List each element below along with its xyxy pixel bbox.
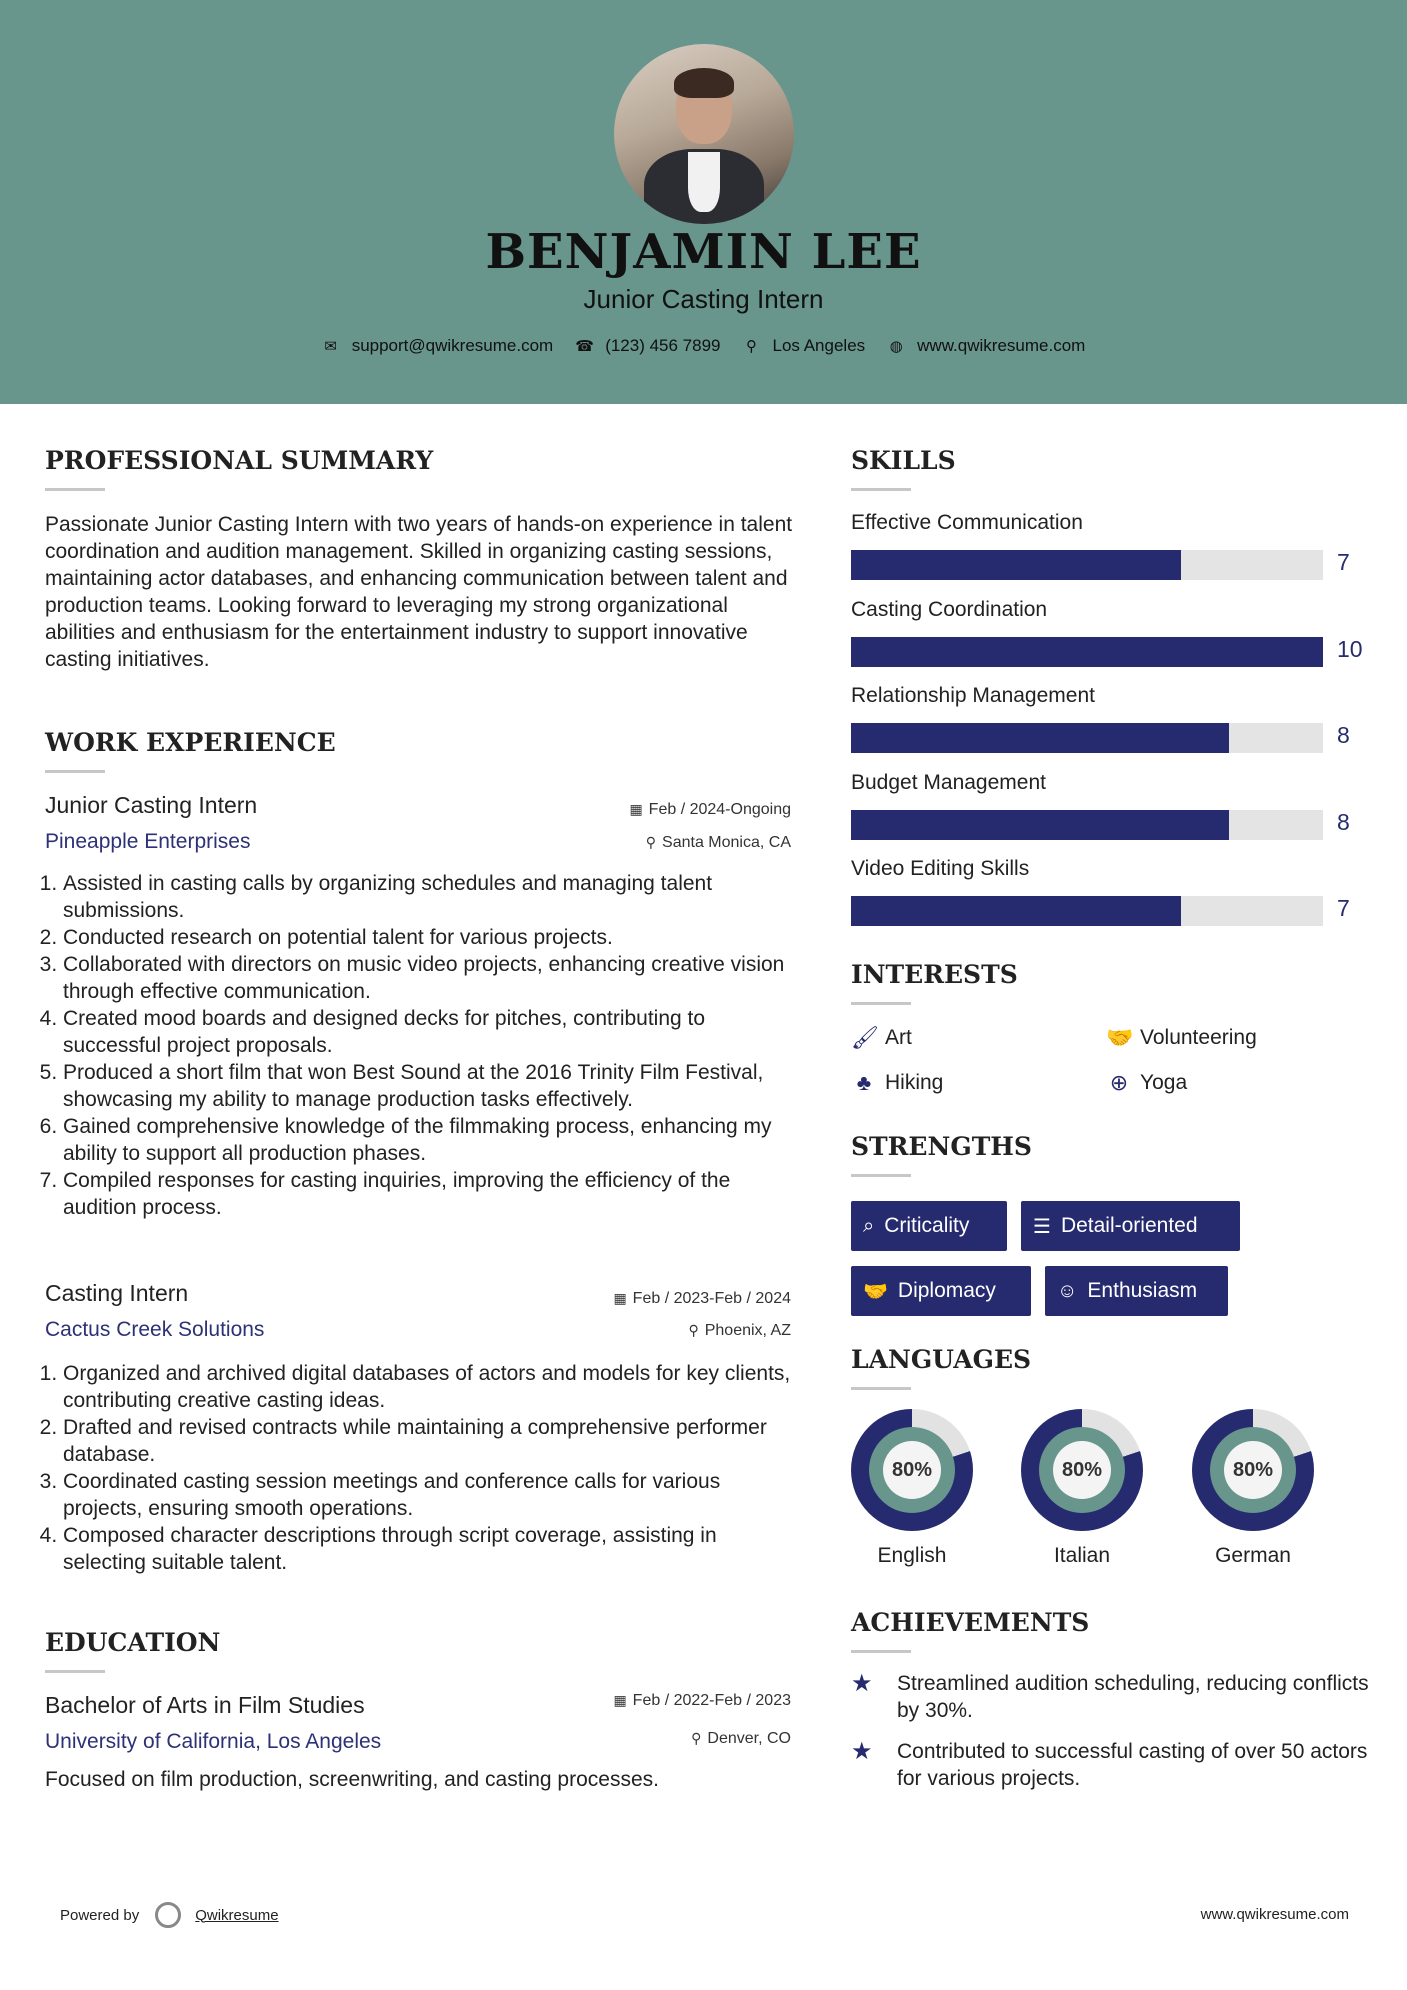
candidate-name: BENJAMIN LEE — [485, 224, 922, 280]
profile-photo — [614, 44, 794, 224]
job-date: ▦ Feb / 2023-Feb / 2024 — [613, 1290, 791, 1307]
list-item: 3. Coordinated casting session meetings and conference calls for various projects, ensuring smooth operations. — [63, 1468, 803, 1522]
skill-bar-track — [851, 896, 1323, 926]
language-ring — [1192, 1409, 1314, 1531]
language-ring — [1021, 1409, 1143, 1531]
contact-phone[interactable]: (123) 456 7899 — [605, 336, 721, 355]
skill-value: 7 — [1337, 895, 1350, 921]
pin-icon: ⚲ — [688, 1322, 699, 1338]
pin-icon: ⚲ — [645, 834, 657, 850]
language-name: German — [1215, 1544, 1291, 1567]
list-item: 2. Drafted and revised contracts while maintaining a comprehensive performer database. — [63, 1414, 803, 1468]
strengths-heading: STRENGTHS — [851, 1132, 1032, 1161]
degree-title: Bachelor of Arts in Film Studies — [45, 1692, 365, 1718]
list-item: 1. Organized and archived digital databases of actors and models for key clients, contributing creative casting ideas. — [63, 1360, 803, 1414]
school-name: University of California, Los Angeles — [45, 1730, 382, 1753]
job-bullets — [45, 1360, 803, 1576]
paintbrush-icon: 🖌 — [851, 1025, 879, 1050]
smile-icon: ☺ — [1057, 1279, 1078, 1302]
strength-chip: ☰ Detail-oriented — [1021, 1201, 1240, 1251]
summary-text: Passionate Junior Casting Intern with two years of hands-on experience in talent coordination and audition management. Skilled in organizing casting sessions, maintaining actor databases, and enhancing communication between talent and production teams. Looking forward to leveraging my strong organizational abilities and enthusiasm for the entertainment industry to support innovative casting initiatives. — [45, 513, 793, 671]
handshake-icon: 🤝 — [863, 1280, 888, 1303]
skill-bar-fill — [851, 550, 1181, 580]
strength-chip: ⌕ Criticality — [851, 1201, 1007, 1251]
education-heading: EDUCATION — [45, 1628, 221, 1657]
skill-bar-fill — [851, 637, 1323, 667]
section-divider — [45, 770, 105, 773]
skill-bar-track — [851, 723, 1323, 753]
qwikresume-logo-icon — [155, 1902, 181, 1928]
section-divider — [45, 1670, 105, 1673]
star-badge-icon: ★ — [851, 1738, 873, 1765]
skill-value: 8 — [1337, 722, 1350, 748]
job-title: Casting Intern — [45, 1280, 189, 1306]
language-percent: 80% — [883, 1441, 941, 1499]
map-pin-icon: ⚲ — [746, 338, 758, 355]
list-item: 3. Collaborated with directors on music video projects, enhancing creative vision through effective communication. — [63, 951, 803, 1005]
header-banner — [0, 0, 1407, 404]
language-percent: 80% — [1224, 1441, 1282, 1499]
skill-value: 7 — [1337, 549, 1350, 575]
interests-heading: INTERESTS — [851, 960, 1018, 989]
education-date: ▦ Feb / 2022-Feb / 2023 — [613, 1692, 791, 1709]
strength-chip: 🤝 Diplomacy — [851, 1266, 1031, 1316]
language-name: Italian — [1053, 1544, 1111, 1567]
search-icon: ⌕ — [863, 1214, 875, 1237]
skill-bar-track — [851, 637, 1323, 667]
calendar-icon: ▦ — [629, 801, 643, 817]
phone-icon: ☎ — [575, 338, 594, 355]
job-location: ⚲ Santa Monica, CA — [645, 834, 791, 851]
interest-art: 🖌 Art — [851, 1025, 912, 1050]
skill-bar-track — [851, 810, 1323, 840]
skill-label: Budget Management — [851, 771, 1046, 794]
candidate-role: Junior Casting Intern — [583, 284, 824, 314]
brand-link[interactable]: Qwikresume — [195, 1906, 279, 1924]
skill-label: Effective Communication — [851, 511, 1083, 534]
section-divider — [851, 1387, 911, 1390]
contact-bar — [0, 336, 1407, 356]
interest-hiking: ♣ Hiking — [851, 1070, 943, 1096]
job-company: Cactus Creek Solutions — [45, 1318, 265, 1341]
star-badge-icon: ★ — [851, 1670, 873, 1697]
skills-heading: SKILLS — [851, 446, 956, 475]
skill-bar-fill — [851, 896, 1181, 926]
tree-icon: ♣ — [856, 1070, 872, 1095]
contact-website[interactable]: www.qwikresume.com — [917, 336, 1086, 355]
achievement-item: ★ Streamlined audition scheduling, reducing conflicts by 30%. — [851, 1670, 1369, 1722]
handshake-icon: 🤝 — [1106, 1025, 1134, 1050]
strength-chip: ☺ Enthusiasm — [1045, 1266, 1228, 1316]
envelope-icon: ✉ — [324, 338, 337, 355]
list-item: 7. Compiled responses for casting inquiries, improving the efficiency of the audition process. — [63, 1167, 803, 1221]
language-percent: 80% — [1053, 1441, 1111, 1499]
list-item: 4. Created mood boards and designed decks for pitches, contributing to successful project proposals. — [63, 1005, 803, 1059]
footer-powered: Powered by Qwikresume — [60, 1902, 279, 1928]
job-company: Pineapple Enterprises — [45, 830, 251, 853]
section-divider — [851, 1174, 911, 1177]
pin-icon: ⚲ — [691, 1730, 702, 1746]
calendar-icon: ▦ — [613, 1290, 627, 1306]
list-item: 4. Composed character descriptions through script coverage, assisting in selecting suitable talent. — [63, 1522, 803, 1576]
interest-yoga: ⊕ Yoga — [1106, 1070, 1187, 1096]
skill-label: Casting Coordination — [851, 598, 1048, 621]
interest-volunteering: 🤝 Volunteering — [1106, 1025, 1257, 1050]
education-description: Focused on film production, screenwriting, and casting processes. — [45, 1768, 659, 1791]
skill-label: Video Editing Skills — [851, 857, 1030, 880]
section-divider — [851, 1650, 911, 1653]
skill-label: Relationship Management — [851, 684, 1095, 707]
experience-heading: WORK EXPERIENCE — [45, 728, 336, 757]
summary-heading: PROFESSIONAL SUMMARY — [45, 446, 434, 475]
skill-bar-fill — [851, 723, 1229, 753]
contact-email[interactable]: support@qwikresume.com — [351, 336, 554, 355]
list-item: 6. Gained comprehensive knowledge of the filmmaking process, enhancing my ability to support all production phases. — [63, 1113, 803, 1167]
section-divider — [45, 488, 105, 491]
skill-bar-fill — [851, 810, 1229, 840]
list-item: 1. Assisted in casting calls by organizing schedules and managing talent submissions. — [63, 870, 803, 924]
list-item: 5. Produced a short film that won Best Sound at the 2016 Trinity Film Festival, showcasing my ability to manage production tasks effectively. — [63, 1059, 803, 1113]
skill-value: 10 — [1337, 636, 1363, 662]
languages-heading: LANGUAGES — [851, 1345, 1032, 1374]
achievements-heading: ACHIEVEMENTS — [851, 1608, 1090, 1637]
language-ring — [851, 1409, 973, 1531]
skill-value: 8 — [1337, 809, 1350, 835]
lifering-icon: ⊕ — [1109, 1070, 1129, 1095]
calendar-icon: ▦ — [613, 1692, 627, 1708]
job-bullets — [45, 870, 803, 1221]
job-title: Junior Casting Intern — [45, 792, 258, 818]
list-icon: ☰ — [1033, 1215, 1051, 1238]
section-divider — [851, 488, 911, 491]
skill-bar-track — [851, 550, 1323, 580]
section-divider — [851, 1002, 911, 1005]
footer-website[interactable]: www.qwikresume.com — [1200, 1906, 1349, 1923]
language-name: English — [877, 1544, 947, 1567]
achievement-item: ★ Contributed to successful casting of over 50 actors for various projects. — [851, 1738, 1368, 1790]
education-location: ⚲ Denver, CO — [691, 1730, 791, 1747]
contact-location: Los Angeles — [772, 336, 866, 355]
globe-icon: ◍ — [889, 338, 903, 355]
list-item: 2. Conducted research on potential talent for various projects. — [63, 924, 803, 951]
job-date: ▦ Feb / 2024-Ongoing — [629, 801, 791, 818]
job-location: ⚲ Phoenix, AZ — [688, 1322, 791, 1339]
